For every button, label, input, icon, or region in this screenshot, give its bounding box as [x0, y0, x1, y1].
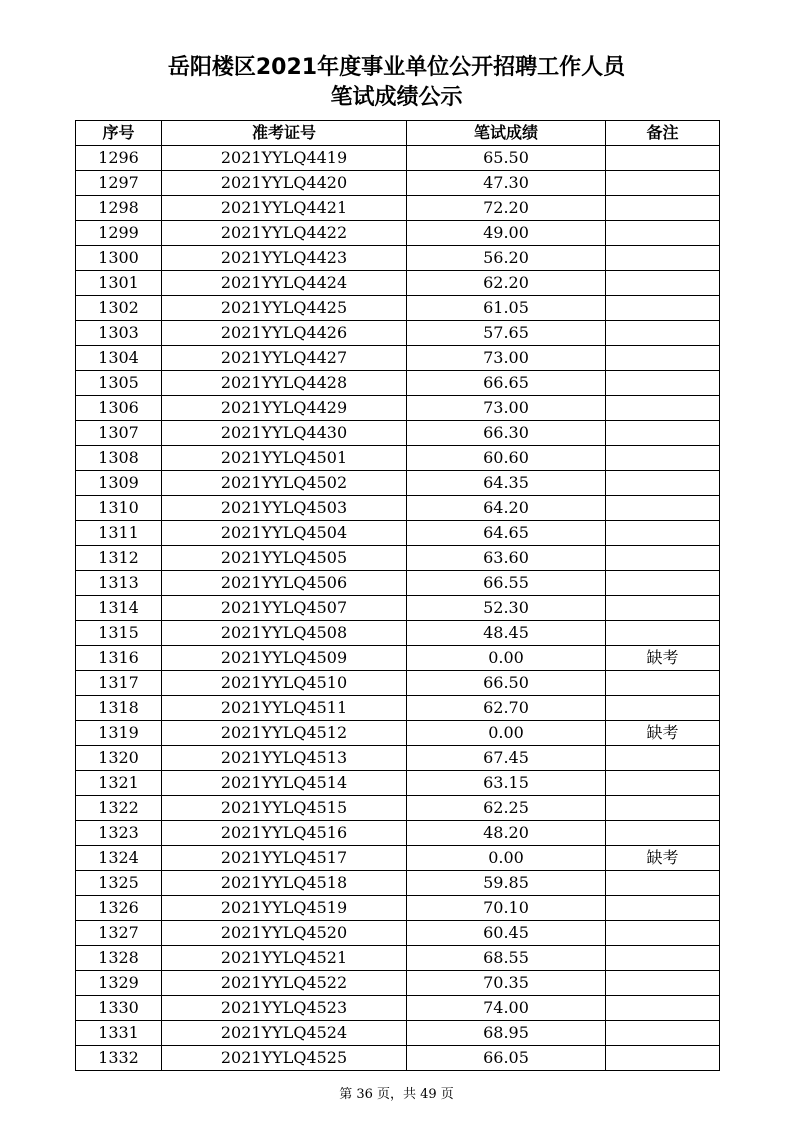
cell-score: 64.65	[407, 521, 606, 546]
cell-score: 60.45	[407, 921, 606, 946]
cell-exam-id: 2021YYLQ4518	[162, 871, 407, 896]
cell-remark	[606, 171, 720, 196]
cell-score: 74.00	[407, 996, 606, 1021]
table-row	[76, 546, 720, 571]
table-row	[76, 796, 720, 821]
cell-score: 67.45	[407, 746, 606, 771]
table-row	[76, 696, 720, 721]
cell-score: 64.35	[407, 471, 606, 496]
cell-no: 1328	[76, 946, 162, 971]
cell-score: 56.20	[407, 246, 606, 271]
cell-no: 1313	[76, 571, 162, 596]
cell-score: 73.00	[407, 396, 606, 421]
table-row	[76, 221, 720, 246]
cell-remark	[606, 396, 720, 421]
cell-remark	[606, 746, 720, 771]
table-row	[76, 496, 720, 521]
cell-exam-id: 2021YYLQ4503	[162, 496, 407, 521]
cell-no: 1316	[76, 646, 162, 671]
cell-exam-id: 2021YYLQ4507	[162, 596, 407, 621]
cell-no: 1320	[76, 746, 162, 771]
cell-score: 63.15	[407, 771, 606, 796]
cell-remark	[606, 696, 720, 721]
cell-exam-id: 2021YYLQ4520	[162, 921, 407, 946]
cell-remark	[606, 496, 720, 521]
cell-no: 1306	[76, 396, 162, 421]
cell-score: 68.55	[407, 946, 606, 971]
cell-score: 65.50	[407, 146, 606, 171]
table-row	[76, 146, 720, 171]
scores-table	[75, 120, 720, 1071]
cell-exam-id: 2021YYLQ4424	[162, 271, 407, 296]
cell-exam-id: 2021YYLQ4428	[162, 371, 407, 396]
cell-score: 0.00	[407, 846, 606, 871]
cell-score: 72.20	[407, 196, 606, 221]
cell-score: 61.05	[407, 296, 606, 321]
table-row	[76, 971, 720, 996]
table-row	[76, 346, 720, 371]
cell-remark	[606, 246, 720, 271]
cell-no: 1330	[76, 996, 162, 1021]
cell-remark	[606, 621, 720, 646]
cell-exam-id: 2021YYLQ4421	[162, 196, 407, 221]
table-header-row	[76, 121, 720, 146]
table-row	[76, 721, 720, 746]
header-score: 笔试成绩	[407, 121, 606, 146]
cell-no: 1304	[76, 346, 162, 371]
cell-no: 1307	[76, 421, 162, 446]
cell-remark	[606, 271, 720, 296]
cell-exam-id: 2021YYLQ4506	[162, 571, 407, 596]
cell-remark	[606, 521, 720, 546]
cell-no: 1308	[76, 446, 162, 471]
table-row	[76, 921, 720, 946]
cell-exam-id: 2021YYLQ4514	[162, 771, 407, 796]
cell-exam-id: 2021YYLQ4505	[162, 546, 407, 571]
cell-exam-id: 2021YYLQ4522	[162, 971, 407, 996]
cell-exam-id: 2021YYLQ4501	[162, 446, 407, 471]
cell-exam-id: 2021YYLQ4523	[162, 996, 407, 1021]
cell-no: 1303	[76, 321, 162, 346]
table-row	[76, 271, 720, 296]
cell-exam-id: 2021YYLQ4425	[162, 296, 407, 321]
cell-score: 70.35	[407, 971, 606, 996]
cell-no: 1301	[76, 271, 162, 296]
cell-remark: 缺考	[606, 646, 720, 671]
cell-exam-id: 2021YYLQ4420	[162, 171, 407, 196]
cell-remark	[606, 946, 720, 971]
cell-remark	[606, 896, 720, 921]
table-row	[76, 371, 720, 396]
cell-no: 1298	[76, 196, 162, 221]
table-body	[76, 146, 720, 1071]
cell-remark	[606, 146, 720, 171]
cell-exam-id: 2021YYLQ4515	[162, 796, 407, 821]
cell-no: 1299	[76, 221, 162, 246]
cell-no: 1324	[76, 846, 162, 871]
cell-no: 1317	[76, 671, 162, 696]
table-row	[76, 571, 720, 596]
cell-exam-id: 2021YYLQ4430	[162, 421, 407, 446]
cell-exam-id: 2021YYLQ4524	[162, 1021, 407, 1046]
cell-remark	[606, 296, 720, 321]
cell-exam-id: 2021YYLQ4525	[162, 1046, 407, 1071]
cell-no: 1322	[76, 796, 162, 821]
cell-no: 1312	[76, 546, 162, 571]
cell-exam-id: 2021YYLQ4502	[162, 471, 407, 496]
table-row	[76, 471, 720, 496]
cell-remark	[606, 1021, 720, 1046]
cell-no: 1296	[76, 146, 162, 171]
table-row	[76, 196, 720, 221]
cell-exam-id: 2021YYLQ4517	[162, 846, 407, 871]
cell-remark	[606, 321, 720, 346]
cell-score: 49.00	[407, 221, 606, 246]
cell-score: 73.00	[407, 346, 606, 371]
cell-remark	[606, 871, 720, 896]
cell-no: 1325	[76, 871, 162, 896]
cell-exam-id: 2021YYLQ4419	[162, 146, 407, 171]
cell-score: 0.00	[407, 721, 606, 746]
cell-no: 1297	[76, 171, 162, 196]
cell-score: 48.45	[407, 621, 606, 646]
cell-remark	[606, 346, 720, 371]
cell-remark	[606, 996, 720, 1021]
cell-score: 66.55	[407, 571, 606, 596]
cell-score: 64.20	[407, 496, 606, 521]
table-row	[76, 646, 720, 671]
table-row	[76, 396, 720, 421]
cell-remark	[606, 371, 720, 396]
cell-no: 1326	[76, 896, 162, 921]
cell-remark: 缺考	[606, 721, 720, 746]
cell-score: 66.05	[407, 1046, 606, 1071]
cell-no: 1318	[76, 696, 162, 721]
cell-remark: 缺考	[606, 846, 720, 871]
cell-no: 1331	[76, 1021, 162, 1046]
cell-remark	[606, 921, 720, 946]
table-row	[76, 421, 720, 446]
cell-no: 1305	[76, 371, 162, 396]
cell-score: 62.25	[407, 796, 606, 821]
cell-exam-id: 2021YYLQ4508	[162, 621, 407, 646]
cell-no: 1329	[76, 971, 162, 996]
page-title: 岳阳楼区2021年度事业单位公开招聘工作人员	[167, 55, 626, 80]
table-row	[76, 846, 720, 871]
table-row	[76, 996, 720, 1021]
cell-score: 70.10	[407, 896, 606, 921]
cell-remark	[606, 196, 720, 221]
cell-score: 68.95	[407, 1021, 606, 1046]
cell-score: 59.85	[407, 871, 606, 896]
cell-remark	[606, 1046, 720, 1071]
cell-remark	[606, 771, 720, 796]
cell-remark	[606, 221, 720, 246]
cell-exam-id: 2021YYLQ4511	[162, 696, 407, 721]
cell-score: 52.30	[407, 596, 606, 621]
cell-exam-id: 2021YYLQ4429	[162, 396, 407, 421]
cell-exam-id: 2021YYLQ4512	[162, 721, 407, 746]
cell-remark	[606, 821, 720, 846]
cell-score: 62.70	[407, 696, 606, 721]
cell-exam-id: 2021YYLQ4427	[162, 346, 407, 371]
cell-score: 57.65	[407, 321, 606, 346]
cell-remark	[606, 596, 720, 621]
table-row	[76, 896, 720, 921]
cell-score: 66.50	[407, 671, 606, 696]
cell-no: 1332	[76, 1046, 162, 1071]
cell-score: 63.60	[407, 546, 606, 571]
cell-score: 66.30	[407, 421, 606, 446]
cell-remark	[606, 421, 720, 446]
table-row	[76, 821, 720, 846]
cell-remark	[606, 971, 720, 996]
cell-remark	[606, 671, 720, 696]
header-exam-id: 准考证号	[162, 121, 407, 146]
cell-no: 1300	[76, 246, 162, 271]
cell-exam-id: 2021YYLQ4513	[162, 746, 407, 771]
cell-remark	[606, 471, 720, 496]
table-row	[76, 771, 720, 796]
table-row	[76, 596, 720, 621]
cell-score: 0.00	[407, 646, 606, 671]
cell-no: 1323	[76, 821, 162, 846]
page-footer: 第 36 页，共 49 页	[339, 1087, 454, 1102]
cell-no: 1309	[76, 471, 162, 496]
cell-remark	[606, 446, 720, 471]
cell-no: 1311	[76, 521, 162, 546]
cell-no: 1319	[76, 721, 162, 746]
cell-no: 1315	[76, 621, 162, 646]
cell-no: 1327	[76, 921, 162, 946]
table-row	[76, 746, 720, 771]
cell-score: 66.65	[407, 371, 606, 396]
table-row	[76, 521, 720, 546]
cell-exam-id: 2021YYLQ4516	[162, 821, 407, 846]
table-row	[76, 246, 720, 271]
cell-score: 48.20	[407, 821, 606, 846]
cell-exam-id: 2021YYLQ4521	[162, 946, 407, 971]
header-remark: 备注	[606, 121, 720, 146]
cell-exam-id: 2021YYLQ4422	[162, 221, 407, 246]
header-no: 序号	[76, 121, 162, 146]
cell-exam-id: 2021YYLQ4510	[162, 671, 407, 696]
cell-remark	[606, 796, 720, 821]
cell-remark	[606, 546, 720, 571]
cell-score: 62.20	[407, 271, 606, 296]
cell-exam-id: 2021YYLQ4423	[162, 246, 407, 271]
cell-no: 1321	[76, 771, 162, 796]
table-row	[76, 1046, 720, 1071]
cell-exam-id: 2021YYLQ4426	[162, 321, 407, 346]
cell-no: 1302	[76, 296, 162, 321]
cell-remark	[606, 571, 720, 596]
cell-score: 60.60	[407, 446, 606, 471]
cell-no: 1314	[76, 596, 162, 621]
table-row	[76, 1021, 720, 1046]
cell-exam-id: 2021YYLQ4509	[162, 646, 407, 671]
page-subtitle: 笔试成绩公示	[330, 85, 463, 110]
table-row	[76, 671, 720, 696]
table-row	[76, 871, 720, 896]
cell-no: 1310	[76, 496, 162, 521]
table-row	[76, 296, 720, 321]
table-row	[76, 946, 720, 971]
cell-exam-id: 2021YYLQ4504	[162, 521, 407, 546]
table-row	[76, 621, 720, 646]
table-row	[76, 321, 720, 346]
table-row	[76, 446, 720, 471]
table-row	[76, 171, 720, 196]
cell-exam-id: 2021YYLQ4519	[162, 896, 407, 921]
cell-score: 47.30	[407, 171, 606, 196]
